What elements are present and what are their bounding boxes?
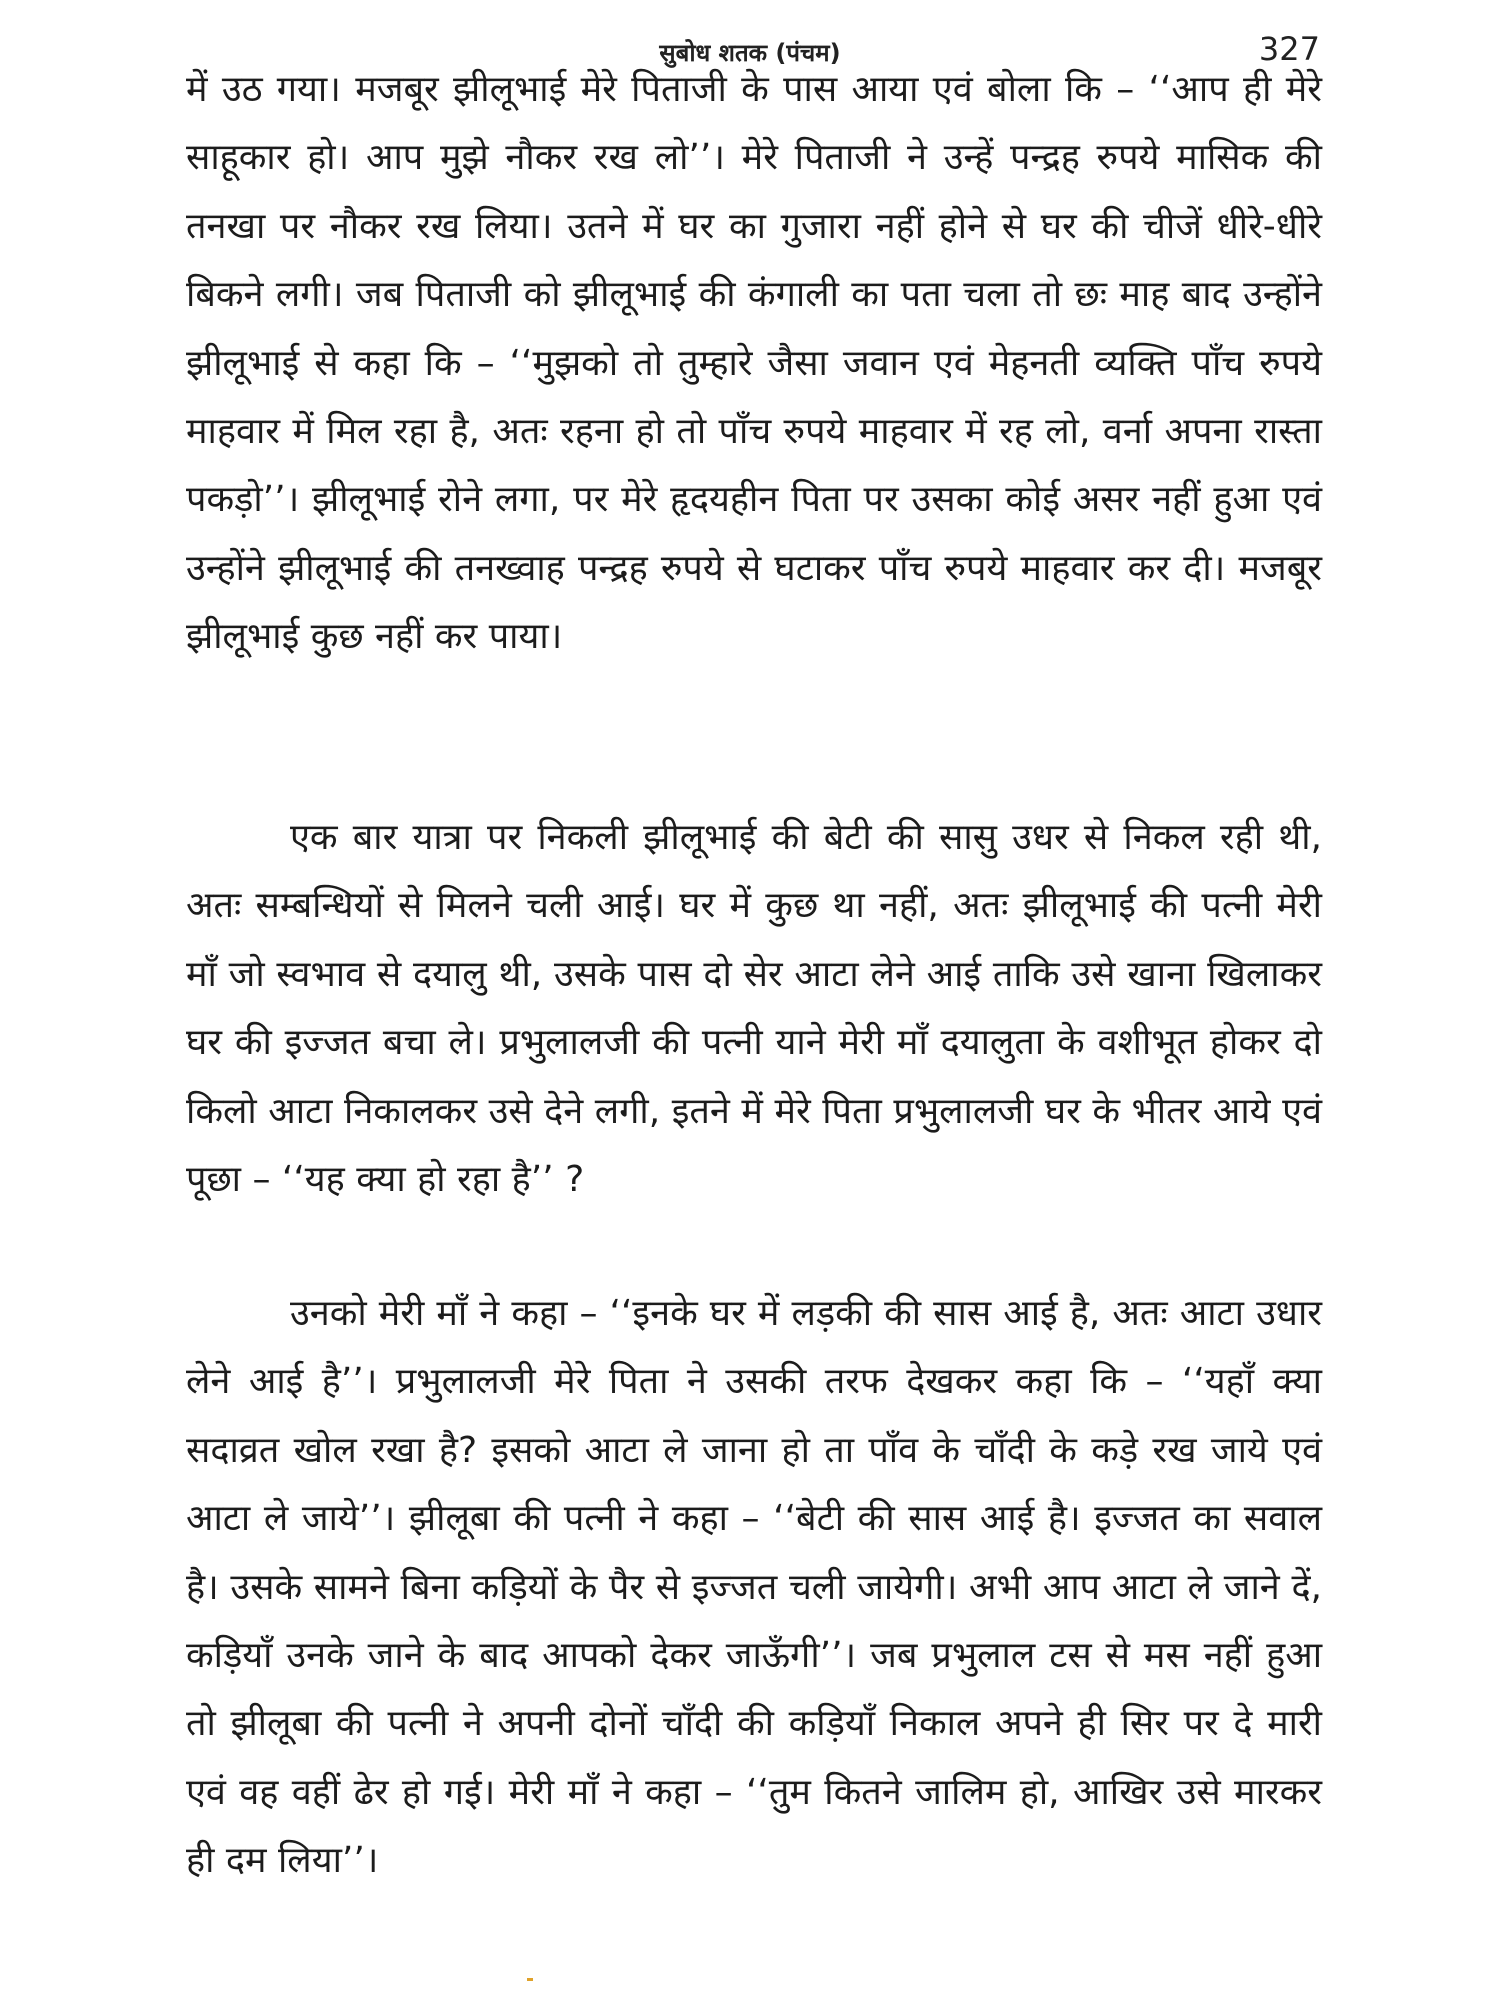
paragraph-1: में उठ गया। मजबूर झीलूभाई मेरे पिताजी के पास आया एवं बोला कि – ‘‘आप ही मेरे साहूकार हो। आप मुझे नौकर रख लो’’। मेरे पिताजी ने उन्हें पन्द्रह रुपये मासिक की तनखा पर नौकर रख लिया। उतने में घर का गुजारा नहीं होने से घर की चीजें धीरे-धीरे बिकने लगी। जब पिताजी को झीलूभाई की कंगाली का पता चला तो छः माह बाद उन्होंने झीलूभाई से कहा कि – ‘‘मुझको तो तुम्हारे जैसा जवान एवं मेहनती व्यक्ति पाँच रुपये माहवार में मिल रहा है, अतः रहना हो तो पाँच रुपये माहवार में रह लो, वर्ना अपना रास्ता पकड़ो’’। झीलूभाई रोने लगा, पर मेरे हृदयहीन पिता पर उसका कोई असर नहीं हुआ एवं उन्होंने झीलूभाई की तनख्वाह पन्द्रह रुपये से घटाकर पाँच रुपये माहवार कर दी। मजबूर झीलूभाई कुछ नहीं कर पाया। — [186, 69, 1322, 658]
ink-speck — [527, 1978, 533, 1981]
page-number: 327 — [1258, 30, 1320, 68]
running-header-title: सुबोध शतक (पंचम) — [659, 39, 841, 67]
paragraph-3: उनको मेरी माँ ने कहा – ‘‘इनके घर में लड़की की सास आई है, अतः आटा उधार लेने आई है’’। प्रभुलालजी मेरे पिता ने उसकी तरफ देखकर कहा कि – ‘‘यहाँ क्या सदाव्रत खोल रखा है? इसको आटा ले जाना हो ता पाँव के चाँदी के कड़े रख जाये एवं आटा ले जाये’’। झीलूबा की पत्नी ने कहा – ‘‘बेटी की सास आई है। इज्जत का सवाल है। उसके सामने बिना कड़ियों के पैर से इज्जत चली जायेगी। अभी आप आटा ले जाने दें, कड़ियाँ उनके जाने के बाद आपको देकर जाऊँगी’’। जब प्रभुलाल टस से मस नहीं हुआ तो झीलूबा की पत्नी ने अपनी दोनों चाँदी की कड़ियाँ निकाल अपने ही सिर पर दे मारी एवं वह वहीं ढेर हो गई। मेरी माँ ने कहा – ‘‘तुम कितने जालिम हो, आखिर उसे मारकर ही दम लिया’’। — [186, 1293, 1322, 1882]
paragraph-2: एक बार यात्रा पर निकली झीलूभाई की बेटी की सासु उधर से निकल रही थी, अतः सम्बन्धियों से मिलने चली आई। घर में कुछ था नहीं, अतः झीलूभाई की पत्नी मेरी माँ जो स्वभाव से दयालु थी, उसके पास दो सेर आटा लेने आई ताकि उसे खाना खिलाकर घर की इज्जत बचा ले। प्रभुलालजी की पत्नी याने मेरी माँ दयालुता के वशीभूत होकर दो किलो आटा निकालकर उसे देने लगी, इतने में मेरे पिता प्रभुलालजी घर के भीतर आये एवं पूछा – ‘‘यह क्या हो रहा है’’ ? — [186, 817, 1322, 1201]
